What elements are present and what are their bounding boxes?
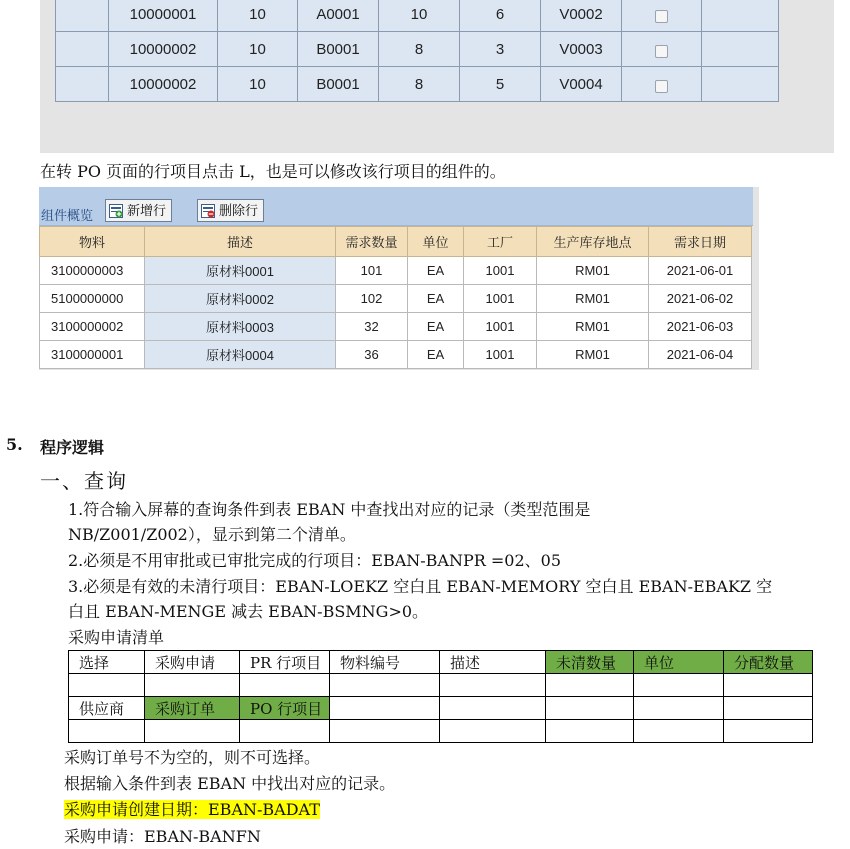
table-row bbox=[69, 720, 813, 743]
section-number: 5. bbox=[6, 435, 23, 454]
subsection-title: 一、查询 bbox=[40, 469, 128, 493]
row-checkbox[interactable] bbox=[655, 10, 668, 23]
paragraph-line: 采购申请：EBAN-BANFN bbox=[64, 827, 261, 846]
component-overview-title: 组件概览 bbox=[41, 208, 94, 223]
add-row-icon bbox=[109, 204, 123, 218]
paragraph-line: 根据输入条件到表 EBAN 中找出对应的记录。 bbox=[64, 774, 396, 793]
column-header[interactable]: 需求数量 bbox=[336, 227, 408, 257]
column-header[interactable]: 工厂 bbox=[464, 227, 537, 257]
table-row[interactable]: 10000002 10 B0001 8 5 V0004 bbox=[56, 67, 779, 102]
table-row[interactable]: 10000001 10 A0001 10 6 V0002 bbox=[56, 0, 779, 32]
table-caption: 采购申请清单 bbox=[68, 628, 165, 647]
table-row bbox=[69, 674, 813, 697]
table-row: 选择 采购申请 PR 行项目 物料编号 描述 未清数量 单位 分配数量 bbox=[69, 651, 813, 674]
table-header-row bbox=[40, 227, 752, 257]
table-row[interactable]: 10000002 10 B0001 8 3 V0003 bbox=[56, 32, 779, 67]
paragraph-line: 2.必须是不用审批或已审批完成的行项目：EBAN-BANPR =02、05 bbox=[68, 551, 562, 570]
highlighted-line: 采购申请创建日期：EBAN-BADAT bbox=[64, 800, 320, 819]
row-checkbox[interactable] bbox=[655, 45, 668, 58]
column-header[interactable]: 单位 bbox=[408, 227, 464, 257]
paragraph-line: 3.必须是有效的未清行项目：EBAN-LOEKZ 空白且 EBAN-MEMORY 空白且 EBAN-EBAKZ 空 bbox=[68, 577, 773, 596]
component-toolbar bbox=[39, 187, 753, 226]
paragraph-line: NB/Z001/Z002），显示到第二个清单。 bbox=[68, 525, 356, 544]
paragraph-line: 采购订单号不为空的，则不可选择。 bbox=[64, 748, 321, 767]
column-header[interactable]: 需求日期 bbox=[649, 227, 752, 257]
section-title: 程序逻辑 bbox=[40, 438, 105, 457]
item-grid bbox=[55, 0, 779, 102]
column-header[interactable]: 物料 bbox=[40, 227, 145, 257]
table-row[interactable]: 3100000001 原材料0004 36 EA 1001 RM01 2021-06-04 bbox=[40, 341, 752, 369]
component-table bbox=[39, 226, 752, 369]
add-row-button[interactable]: 新增行 bbox=[105, 199, 172, 222]
explanation-text: 在转 PO 页面的行项目点击 L，也是可以修改该行项目的组件的。 bbox=[40, 162, 506, 181]
component-overview-panel bbox=[39, 187, 759, 370]
paragraph-line: 1.符合输入屏幕的查询条件到表 EBAN 中查找出对应的记录（类型范围是 bbox=[68, 500, 591, 519]
row-checkbox[interactable] bbox=[655, 80, 668, 93]
table-row[interactable]: 5100000000 原材料0002 102 EA 1001 RM01 2021-06-02 bbox=[40, 285, 752, 313]
paragraph-line: 白且 EBAN-MENGE 减去 EBAN-BSMNG>0。 bbox=[68, 602, 429, 621]
column-header[interactable]: 生产库存地点 bbox=[537, 227, 649, 257]
table-row: 供应商 采购订单 PO 行项目 bbox=[69, 697, 813, 720]
table-row[interactable]: 3100000002 原材料0003 32 EA 1001 RM01 2021-06-03 bbox=[40, 313, 752, 341]
pr-list-layout-table bbox=[68, 650, 813, 743]
delete-row-icon bbox=[201, 204, 215, 218]
item-grid-panel bbox=[40, 0, 834, 153]
delete-row-button[interactable]: 删除行 bbox=[197, 199, 264, 222]
table-row[interactable]: 3100000003 原材料0001 101 EA 1001 RM01 2021-06-01 bbox=[40, 257, 752, 285]
column-header[interactable]: 描述 bbox=[145, 227, 336, 257]
